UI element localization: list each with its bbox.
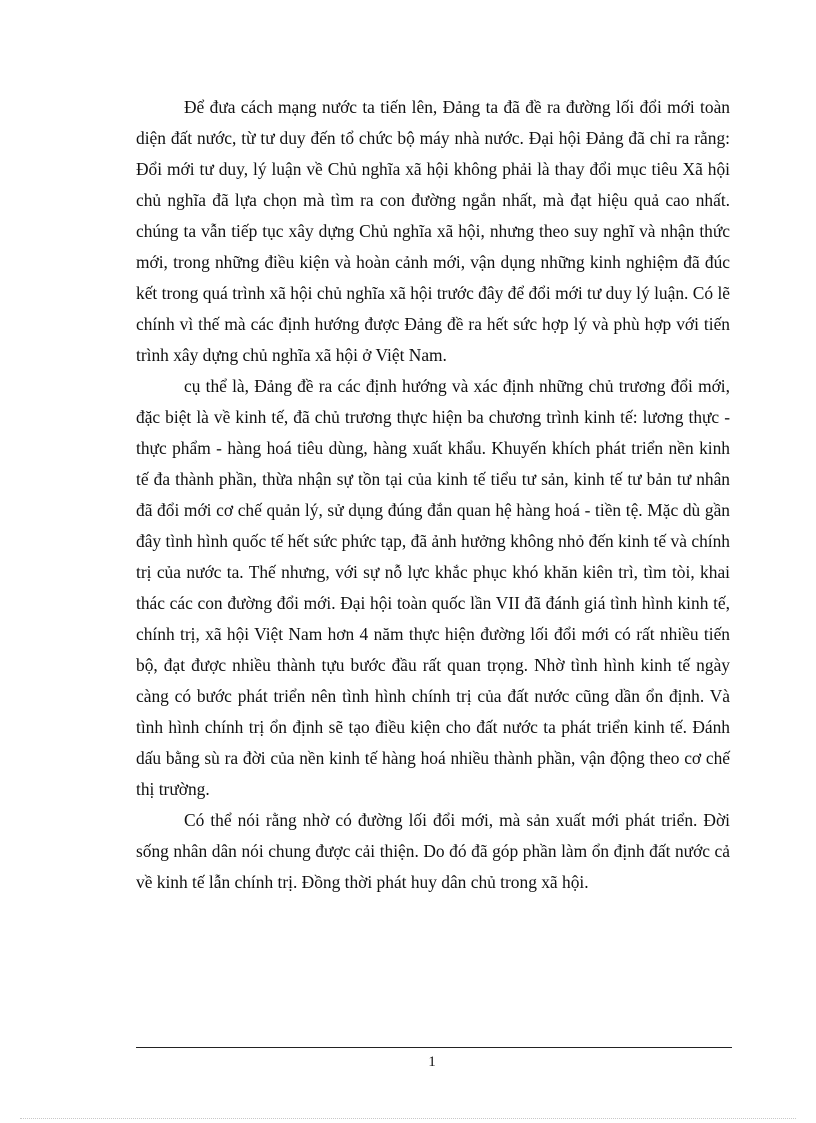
- page-number: 1: [428, 1054, 436, 1070]
- paragraph-2: cụ thể là, Đảng đề ra các định hướng và xác định những chủ trương đổi mới, đặc biệt là về kinh tế, đã chủ trương thực hiện ba chương trình kinh tế: lương thực - thực phẩm - hàng hoá tiêu dùng, hàng xuất khẩu. Khuyến khích phát triển nền kinh tế đa thành phần, thừa nhận sự tồn tại của kinh tế tiểu tư sản, kinh tế tư bản tư nhân đã đổi mới cơ chế quản lý, sử dụng đúng đắn quan hệ hàng hoá - tiền tệ. Mặc dù gần đây tình hình quốc tế hết sức phức tạp, đã ảnh hưởng không nhỏ đến kinh tế và chính trị của nước ta. Thế nhưng, với sự nỗ lực khắc phục khó khăn kiên trì, tìm tòi, khai thác các con đường đổi mới. Đại hội toàn quốc lần VII đã đánh giá tình hình kinh tế, chính trị, xã hội Việt Nam hơn 4 năm thực hiện đường lối đổi mới có rất nhiều tiến bộ, đạt được nhiều thành tựu bước đầu rất quan trọng. Nhờ tình hình kinh tế ngày càng có bước phát triển nên tình hình chính trị của đất nước cũng dần ổn định. Và tình hình chính trị ổn định sẽ tạo điều kiện cho đất nước ta phát triển kinh tế. Đánh dấu bằng sù ra đời của nền kinh tế hàng hoá nhiều thành phần, vận động theo cơ chế thị trường.: [136, 376, 730, 799]
- paragraph-3: Có thể nói rằng nhờ có đường lối đổi mới, mà sản xuất mới phát triển. Đời sống nhân dân nói chung được cải thiện. Do đó đã góp phần làm ổn định đất nước cả về kinh tế lẫn chính trị. Đồng thời phát huy dân chủ trong xã hội.: [136, 810, 730, 892]
- page-bottom-border: [20, 1118, 796, 1119]
- body-text: [136, 92, 730, 898]
- footer-divider: [136, 1047, 732, 1048]
- paragraph-1: Để đưa cách mạng nước ta tiến lên, Đảng ta đã đề ra đường lối đổi mới toàn diện đất nước, từ tư duy đến tổ chức bộ máy nhà nước. Đại hội Đảng đã chỉ ra rằng: Đổi mới tư duy, lý luận về Chủ nghĩa xã hội không phải là thay đổi mục tiêu Xã hội chủ nghĩa đã lựa chọn mà tìm ra con đường ngắn nhất, mà đạt hiệu quả cao nhất. chúng ta vẫn tiếp tục xây dựng Chủ nghĩa xã hội, nhưng theo suy nghĩ và nhận thức mới, trong những điều kiện và hoàn cảnh mới, vận dụng những kinh nghiệm đã đúc kết trong quá trình xã hội chủ nghĩa xã hội trước đây để đổi mới tư duy lý luận. Có lẽ chính vì thế mà các định hướng được Đảng đề ra hết sức hợp lý và phù hợp với tiến trình xây dựng chủ nghĩa xã hội ở Việt Nam.: [136, 97, 730, 365]
